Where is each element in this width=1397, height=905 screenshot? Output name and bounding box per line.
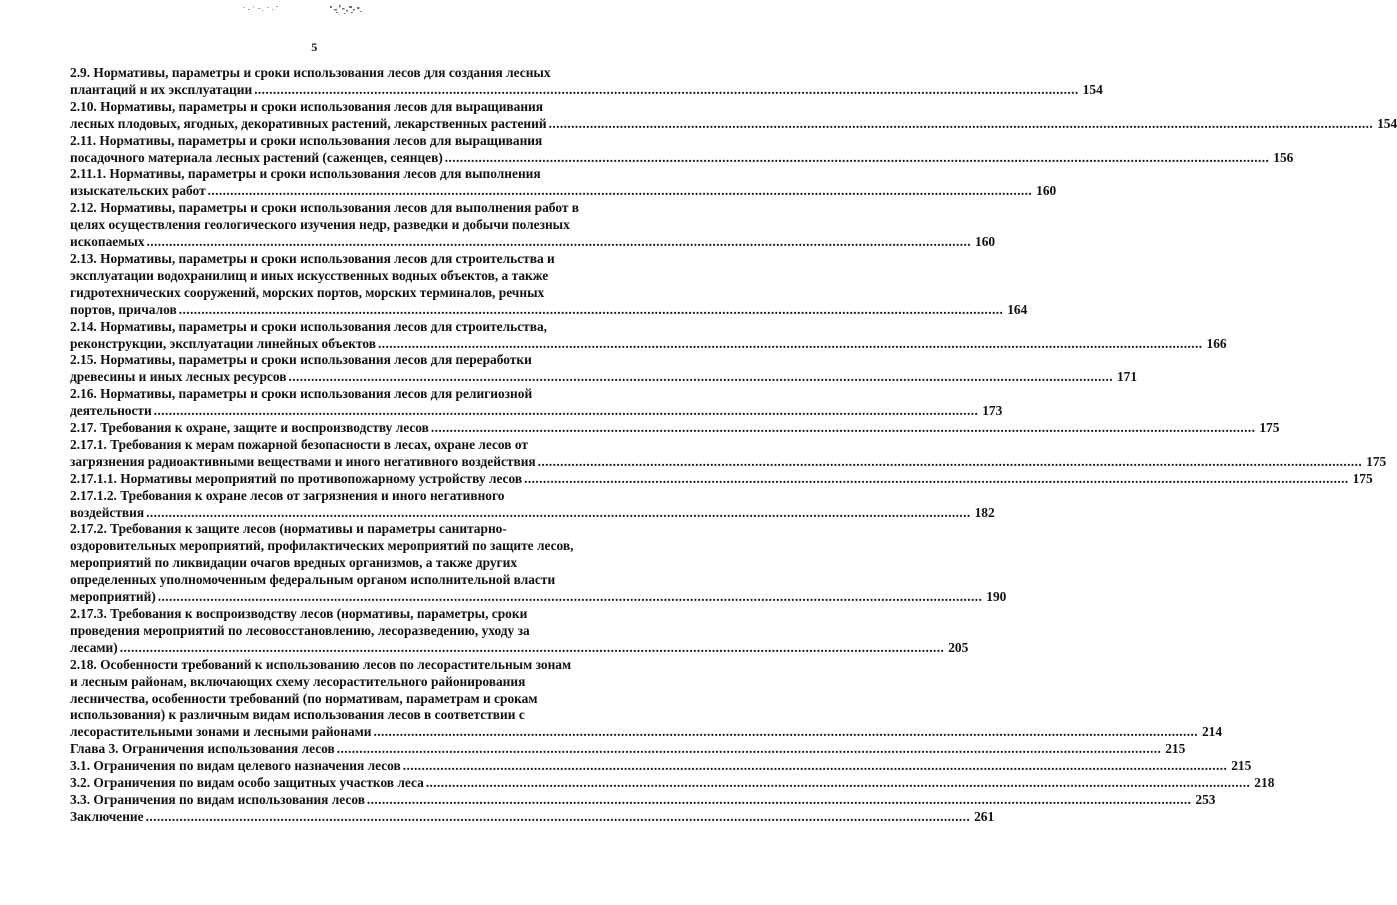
toc-entry xyxy=(70,98,1397,133)
toc-entry-text-line: определенных уполномоченным федеральным органом исполнительной власти xyxy=(70,572,556,588)
toc-entry xyxy=(70,200,996,251)
toc-page-number: 215 xyxy=(1231,758,1252,774)
toc-entry-text-line: 3.3. Ограничения по видам использования лесов xyxy=(70,791,365,807)
toc-entry xyxy=(70,808,995,826)
dot-leader: ............................................................................................................................................................................................................................ xyxy=(444,149,1270,165)
table-of-contents xyxy=(70,65,1397,826)
dot-leader: ............................................................................................................................................................................................................................ xyxy=(157,589,983,605)
toc-entry xyxy=(70,166,1057,200)
toc-entry-text-line: плантаций и их эксплуатации xyxy=(70,81,253,97)
toc-entry-text-line: 2.16. Нормативы, параметры и сроки использования лесов для религиозной xyxy=(70,386,533,402)
toc-entry-text-line: 3.1. Ограничения по видам целевого назначения лесов xyxy=(70,758,401,774)
toc-entry-text-line: ископаемых xyxy=(70,234,145,250)
dot-leader: ............................................................................................................................................................................................................................ xyxy=(145,808,971,824)
dot-leader: ............................................................................................................................................................................................................................ xyxy=(402,758,1228,774)
toc-page-number: 214 xyxy=(1201,724,1223,740)
toc-page-number: 190 xyxy=(986,589,1007,605)
toc-entry xyxy=(70,436,1387,471)
dot-leader: ............................................................................................................................................................................................................................ xyxy=(288,369,1113,385)
dot-leader: ............................................................................................................................................................................................................................ xyxy=(146,504,971,520)
toc-entry-text-line: лесами) xyxy=(70,639,118,655)
toc-entry-text-line: Заключение xyxy=(70,808,144,824)
toc-entry-text-line: 2.9. Нормативы, параметры и сроки использования лесов для создания лесных xyxy=(70,65,551,80)
toc-page-number: 160 xyxy=(975,234,996,250)
toc-entry-text-line: лесорастительными зонами и лесными районами xyxy=(70,724,372,740)
toc-entry xyxy=(70,791,1216,809)
toc-entry-text-line: целях осуществления геологического изучения недр, разведки и добычи полезных xyxy=(70,217,570,233)
toc-entry-text-line: 2.17.1.2. Требования к охране лесов от загрязнения и иного негативного xyxy=(70,487,505,503)
toc-entry xyxy=(70,470,1373,488)
toc-entry xyxy=(70,758,1252,775)
toc-page-number: 164 xyxy=(1007,301,1028,317)
toc-page-number: 154 xyxy=(1377,115,1397,131)
toc-entry-text-line: мероприятий по ликвидации очагов вредных организмов, а также других xyxy=(70,555,518,571)
toc-entry-text-line: эксплуатации водохранилищ и иных искусственных водных объектов, а также xyxy=(70,267,549,283)
dot-leader: ............................................................................................................................................................................................................................ xyxy=(548,115,1374,131)
toc-entry-text-line: загрязнения радиоактивными веществами и иного негативного воздействия xyxy=(70,453,536,469)
dot-leader: ............................................................................................................................................................................................................................ xyxy=(373,724,1198,740)
toc-page-number: 175 xyxy=(1366,453,1387,469)
dot-leader: ............................................................................................................................................................................................................................ xyxy=(336,741,1162,757)
toc-entry-text-line: 2.15. Нормативы, параметры и сроки использования лесов для переработки xyxy=(70,352,532,368)
toc-entry-text-line: портов, причалов xyxy=(70,301,177,317)
toc-page-number: 218 xyxy=(1254,775,1275,791)
toc-entry xyxy=(70,656,1223,742)
toc-page-number: 154 xyxy=(1082,81,1103,97)
toc-entry-text-line: 2.17.2. Требования к защите лесов (нормативы и параметры санитарно- xyxy=(70,521,507,537)
toc-page-number: 175 xyxy=(1352,470,1373,486)
toc-entry xyxy=(70,250,1028,319)
toc-entry-text-line: лесничества, особенности требований (по нормативам, параметрам и срокам xyxy=(70,690,538,706)
toc-entry-text-line: посадочного материала лесных растений (саженцев, сеянцев) xyxy=(70,149,443,165)
toc-entry-text-line: 2.17.1.1. Нормативы мероприятий по противопожарному устройству лесов xyxy=(70,470,523,486)
scan-artifact-marks xyxy=(0,0,629,30)
toc-entry xyxy=(70,741,1186,758)
toc-entry-text-line: деятельности xyxy=(70,403,152,419)
toc-entry xyxy=(70,420,1280,437)
toc-entry-text-line: и лесным районам, включающих схему лесорастительного районирования xyxy=(70,673,526,689)
dot-leader: ............................................................................................................................................................................................................................ xyxy=(254,81,1079,97)
toc-page-number: 215 xyxy=(1165,741,1186,757)
toc-entry xyxy=(70,65,1103,99)
toc-page-number: 171 xyxy=(1116,369,1138,385)
toc-entry-text-line: оздоровительных мероприятий, профилактических мероприятий по защите лесов, xyxy=(70,538,574,554)
toc-page-number: 175 xyxy=(1259,420,1280,436)
toc-entry-text-line: 2.17.3. Требования к воспроизводству лесов (нормативы, параметры, сроки xyxy=(70,606,528,621)
dot-leader: ............................................................................................................................................................................................................................ xyxy=(425,775,1251,791)
toc-page-number: 160 xyxy=(1036,183,1057,199)
toc-entry-text-line: 2.17.1. Требования к мерам пожарной безопасности в лесах, охране лесов от xyxy=(70,436,528,452)
toc-entry xyxy=(70,352,1138,386)
dot-leader: ............................................................................................................................................................................................................................ xyxy=(378,335,1203,351)
page-number: 5 xyxy=(311,40,318,54)
toc-entry xyxy=(70,521,1007,606)
dot-leader: ............................................................................................................................................................................................................................ xyxy=(366,791,1192,807)
toc-entry-text-line: 2.11.1. Нормативы, параметры и сроки использования лесов для выполнения xyxy=(70,166,541,182)
dot-leader: ............................................................................................................................................................................................................................ xyxy=(524,470,1349,486)
toc-entry-text-line: Глава 3. Ограничения использования лесов xyxy=(70,741,335,757)
toc-entry-text-line: проведения мероприятий по лесовосстановлению, лесоразведению, уходу за xyxy=(70,622,530,638)
toc-entry-text-line: воздействия xyxy=(70,504,145,520)
toc-entry xyxy=(70,132,1294,167)
toc-entry xyxy=(70,606,969,657)
toc-entry-text-line: мероприятий) xyxy=(70,589,156,605)
toc-page-number: 166 xyxy=(1206,335,1227,351)
dot-leader: ............................................................................................................................................................................................................................ xyxy=(537,453,1363,469)
dot-leader: ............................................................................................................................................................................................................................ xyxy=(430,420,1256,436)
toc-entry xyxy=(70,775,1275,792)
dot-leader: ............................................................................................................................................................................................................................ xyxy=(207,183,1033,199)
dot-leader: ............................................................................................................................................................................................................................ xyxy=(153,403,979,419)
toc-page-number: 261 xyxy=(974,808,995,824)
toc-page-number: 253 xyxy=(1195,791,1216,807)
toc-entry-text-line: 2.12. Нормативы, параметры и сроки использования лесов для выполнения работ в xyxy=(70,200,580,216)
toc-entry-text-line: 2.14. Нормативы, параметры и сроки использования лесов для строительства, xyxy=(70,318,548,334)
toc-entry-text-line: реконструкции, эксплуатации линейных объектов xyxy=(70,335,377,351)
toc-entry-text-line: 2.13. Нормативы, параметры и сроки использования лесов для строительства и xyxy=(70,250,555,266)
toc-entry xyxy=(70,386,1003,420)
toc-entry-text-line: гидротехнических сооружений, морских портов, морских терминалов, речных xyxy=(70,284,545,300)
toc-entry-text-line: древесины и иных лесных ресурсов xyxy=(70,369,287,385)
toc-entry-text-line: 2.17. Требования к охране, защите и воспроизводству лесов xyxy=(70,420,429,436)
toc-entry-text-line: использования) к различным видам использования лесов в соответствии с xyxy=(70,707,525,723)
toc-entry xyxy=(70,487,995,522)
toc-page-number: 173 xyxy=(982,403,1003,419)
dot-leader: ............................................................................................................................................................................................................................ xyxy=(119,639,945,655)
toc-entry-text-line: 2.11. Нормативы, параметры и сроки использования лесов для выращивания xyxy=(70,132,543,148)
toc-entry-text-line: 2.18. Особенности требований к использованию лесов по лесорастительным зонам xyxy=(70,656,572,672)
toc-entry-text-line: изыскательских работ xyxy=(70,183,206,199)
toc-entry xyxy=(70,318,1227,353)
dot-leader: ............................................................................................................................................................................................................................ xyxy=(178,301,1004,317)
toc-entry-text-line: 3.2. Ограничения по видам особо защитных участков леса xyxy=(70,775,424,791)
toc-page-number: 156 xyxy=(1273,149,1294,165)
toc-entry-text-line: лесных плодовых, ягодных, декоративных растений, лекарственных растений xyxy=(70,115,547,131)
dot-leader: ............................................................................................................................................................................................................................ xyxy=(146,234,972,250)
toc-entry-text-line: 2.10. Нормативы, параметры и сроки использования лесов для выращивания xyxy=(70,98,544,114)
toc-page-number: 205 xyxy=(948,639,969,655)
toc-page-number: 182 xyxy=(974,504,995,520)
